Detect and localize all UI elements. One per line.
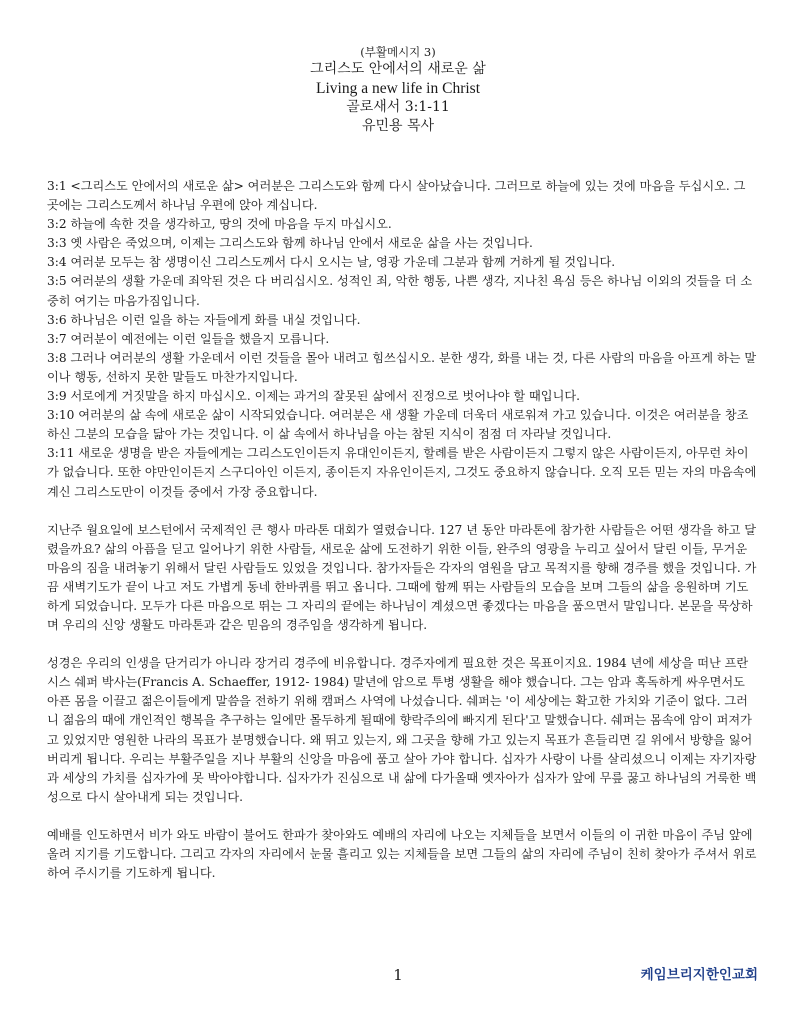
series-label: (부활메시지 3): [360, 45, 436, 59]
page-number: 1: [393, 966, 403, 984]
verse: 3:1 <그리스도 안에서의 새로운 삶> 여러분은 그리스도와 함께 다시 살아났습니다. 그러므로 하늘에 있는 것에 마음을 두십시오. 그곳에는 그리스도께서 하나님 우편에 앉아 계십니다.: [47, 179, 746, 213]
verse: 3:4 여러분 모두는 참 생명이신 그리스도께서 다시 오시는 날, 영광 가운데 그분과 함께 거하게 될 것입니다.: [47, 255, 616, 270]
scripture-verses: [47, 177, 757, 502]
sermon-body: [47, 177, 757, 883]
sermon-header: [0, 44, 796, 136]
verse: 3:2 하늘에 속한 것을 생각하고, 땅의 것에 마음을 두지 마십시오.: [47, 217, 392, 232]
body-paragraph: 예배를 인도하면서 비가 와도 바람이 불어도 한파가 찾아와도 예배의 자리에 나오는 지체들을 보면서 이들의 이 귀한 마음이 주님 앞에 올려 지기를 기도합니다. 그리고 각자의 자리에서 눈물 흘리고 있는 지체들을 보면 그들의 삶의 자리에 주님이 친히 찾아가 주셔서 위로하여 주시기를 기도하게 됩니다.: [47, 827, 757, 881]
body-paragraph: 성경은 우리의 인생을 단거리가 아니라 장거리 경주에 비유합니다. 경주자에게 필요한 것은 목표이지요. 1984 년에 세상을 떠난 프란시스 쉐퍼 박사는(Francis A. Schaeffer, 1912- 1984) 말년에 암으로 투병 생활을 해야 했습니다. 그는 암과 혹독하게 싸우면서도 아픈 몸을 이끌고 젊은이들에게 말씀을 전하기 위해 캠퍼스 사역에 나섰습니다. 쉐퍼는 '이 세상에는 확고한 가치와 기준이 없다. 그러니 젊음의 때에 개인적인 행복을 추구하는 일에만 몰두하게 될때에 향락주의에 빠지게 된다'고 말했습니다. 쉐퍼는 몸속에 암이 퍼져가고 있었지만 영원한 나라의 목표가 분명했습니다. 왜 뛰고 있는지, 왜 그곳을 향해 가고 있는지 목표가 흔들리면 길 위에서 방향을 잃어버리게 됩니다. 우리는 부활주일을 지나 부활의 신앙을 마음에 품고 살아 가야 합니다. 십자가 사랑이 나를 살리셨으니 이제는 자기자랑과 세상의 가치를 십자가에 못 박아야합니다. 십자가가 진심으로 내 삶에 다가올때 옛자아가 십자가 앞에 무릎 꿇고 하나님의 거룩한 백성으로 다시 살아내게 되는 것입니다.: [47, 656, 757, 804]
author-name: 유민용 목사: [361, 118, 435, 134]
verse: 3:5 여러분의 생활 가운데 죄악된 것은 다 버리십시오. 성적인 죄, 악한 행동, 나쁜 생각, 지나친 욕심 등은 하나님 이외의 것들을 더 소중히 여기는 마음가짐입니다.: [47, 274, 753, 308]
verse: 3:7 여러분이 예전에는 이런 일들을 했을지 모릅니다.: [47, 331, 330, 346]
verse: 3:8 그러나 여러분의 생활 가운데서 이런 것들을 몰아 내려고 힘쓰십시오. 분한 생각, 화를 내는 것, 다른 사람의 마음을 아프게 하는 말이나 행동, 선하지 못한 말들도 마찬가지입니다.: [47, 350, 757, 384]
scripture-reference: 골로새서 3:1-11: [346, 99, 450, 115]
verse: 3:11 새로운 생명을 받은 자들에게는 그리스도인이든지 유대인이든지, 할례를 받은 사람이든지 그렇지 않은 사람이든지, 아무런 차이가 없습니다. 또한 야만인이든지 스구디아인 이든지, 종이든지 자유인이든지, 그것도 중요하지 않습니다. 오직 모든 믿는 자의 마음속에 계신 그리스도만이 이것들 중에서 가장 중요합니다.: [47, 446, 757, 499]
verse: 3:10 여러분의 삶 속에 새로운 삶이 시작되었습니다. 여러분은 새 생활 가운데 더욱더 새로워져 가고 있습니다. 이것은 여러분을 창조하신 그분의 모습을 닮아 가는 것입니다. 이 삶 속에서 하나님을 아는 참된 지식이 점점 더 자라날 것입니다.: [47, 408, 749, 442]
body-paragraph: 지난주 월요일에 보스턴에서 국제적인 큰 행사 마라톤 대회가 열렸습니다. 127 년 동안 마라톤에 참가한 사람들은 어떤 생각을 하고 달렸을까요? 삶의 아픔을 딛고 일어나기 위한 사람들, 새로운 삶에 도전하기 위한 이들, 완주의 영광을 누리고 싶어서 달린 이들, 무거운 마음의 짐을 내려놓기 위해서 달린 사람들도 있었을 것입니다. 참가자들은 각자의 염원을 담고 목적지를 향해 경주를 했을 것입니다. 가끔 새벽기도가 끝이 나고 저도 가볍게 동네 한바퀴를 뛰고 옵니다. 그때에 함께 뛰는 사람들의 모습을 보며 그들의 삶을 응원하며 기도하게 되었습니다. 모두가 다른 마음으로 뛰는 그 자리의 끝에는 하나님이 계셨으면 좋겠다는 마음을 품으면서 말입니다. 본문을 묵상하며 우리의 신앙 생활도 마라톤과 같은 믿음의 경주임을 생각하게 됩니다.: [47, 522, 757, 633]
page-footer: [0, 964, 796, 986]
verse: 3:3 옛 사람은 죽었으며, 이제는 그리스도와 함께 하나님 안에서 새로운 삶을 사는 것입니다.: [47, 236, 533, 251]
church-name: 케임브리지한인교회: [640, 967, 758, 983]
title-english: Living a new life in Christ: [315, 80, 480, 97]
verse: 3:9 서로에게 거짓말을 하지 마십시오. 이제는 과거의 잘못된 삶에서 진정으로 벗어나야 할 때입니다.: [47, 389, 581, 404]
verse: 3:6 하나님은 이런 일을 하는 자들에게 화를 내실 것입니다.: [47, 312, 361, 327]
title-korean: 그리스도 안에서의 새로운 삶: [310, 61, 486, 77]
